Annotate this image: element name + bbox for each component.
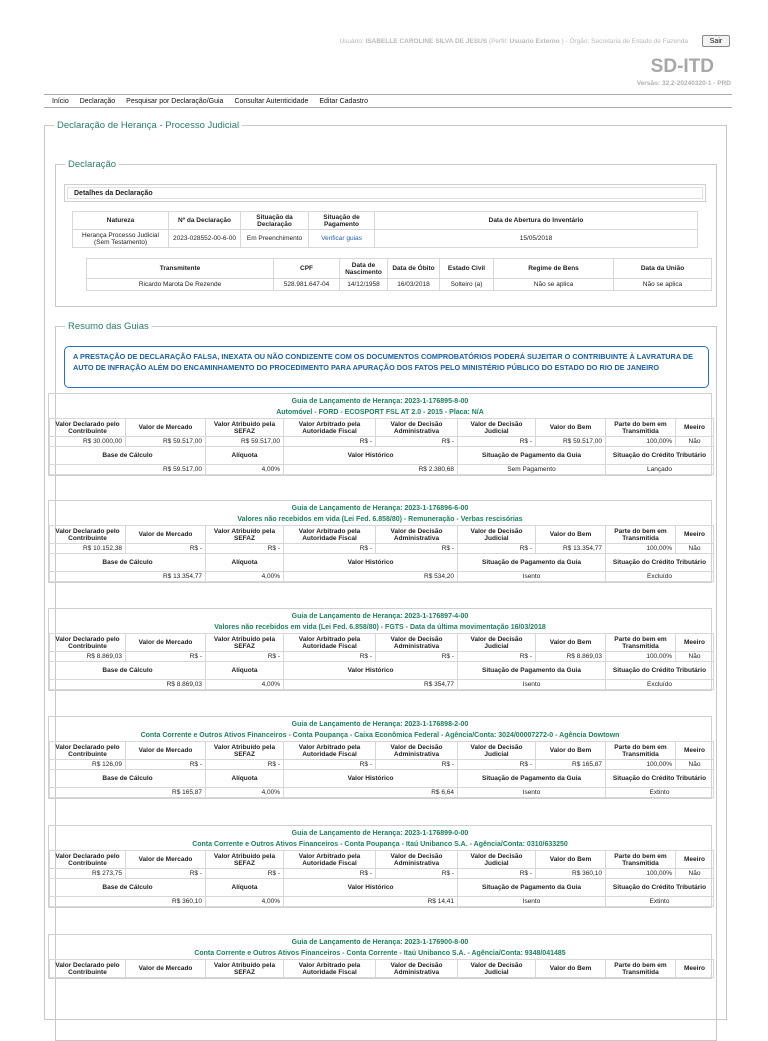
guia-situacao-credito: Extinto bbox=[606, 788, 714, 798]
user-name: ISABELLE CAROLINE SILVA DE JESUS bbox=[365, 38, 488, 45]
guia-col-header: Situação de Pagamento da Guia bbox=[458, 554, 606, 572]
guia-base-calculo: R$ 360,10 bbox=[50, 897, 206, 907]
guia-col-header: Valor de Mercado bbox=[126, 851, 206, 869]
guia-situacao-credito: Lançado bbox=[606, 465, 714, 475]
guia-value: R$ - bbox=[126, 760, 206, 770]
guia-value: R$ - bbox=[284, 652, 376, 662]
guia-col-header: Situação de Pagamento da Guia bbox=[458, 770, 606, 788]
guia-valor-historico: R$ 6,64 bbox=[284, 788, 458, 798]
menu-item-consultar-autenticidade[interactable]: Consultar Autenticidade bbox=[234, 97, 309, 105]
guia-table bbox=[49, 850, 714, 907]
declaracao-table bbox=[72, 211, 698, 248]
guia-col-header: Valor Atribuído pela SEFAZ bbox=[206, 419, 284, 437]
guia-col-header: Valor de Mercado bbox=[126, 634, 206, 652]
guia-value: R$ - bbox=[458, 544, 536, 554]
guia-aliquota: 4,00% bbox=[206, 897, 284, 907]
col-numero: Nº da Declaração bbox=[169, 212, 241, 230]
guia-col-header: Valor de Decisão Administrativa bbox=[376, 742, 458, 760]
guia-col-header: Valor do Bem bbox=[536, 526, 606, 544]
warning-alert: A PRESTAÇÃO DE DECLARAÇÃO FALSA, INEXATA OU NÃO CONDIZENTE COM OS DOCUMENTOS COMPROBATÓRIOS PODERÁ SUJEITAR O CONTRIBUINTE À LAVRATURA DE AUTO DE INFRAÇÃO ALÉM DO ENCAMINHAMENTO DO PROCEDIMENTO PARA APURAÇÃO DOS FATOS PELO MINISTÉRIO PÚBLICO DO ESTADO DO RIO DE JANEIRO bbox=[64, 346, 709, 388]
guia-col-header: Valor Arbitrado pela Autoridade Fiscal bbox=[284, 851, 376, 869]
guia-col-header: Meeiro bbox=[676, 634, 714, 652]
guia-col-header: Valor Histórico bbox=[284, 662, 458, 680]
guia-value: R$ - bbox=[458, 437, 536, 447]
guia-aliquota: 4,00% bbox=[206, 572, 284, 582]
guia-col-header: Valor de Decisão Judicial bbox=[458, 960, 536, 978]
col-transmitente: Transmitente bbox=[87, 259, 274, 279]
guia-value: R$ 13.354,77 bbox=[536, 544, 606, 554]
col-data-abertura: Data de Abertura do Inventário bbox=[375, 212, 698, 230]
guia-col-header: Valor de Mercado bbox=[126, 419, 206, 437]
guia-col-header: Alíquota bbox=[206, 554, 284, 572]
logout-button[interactable]: Sair bbox=[702, 35, 730, 47]
guia-col-header: Valor Histórico bbox=[284, 770, 458, 788]
guia-block bbox=[48, 825, 712, 908]
guia-value: R$ - bbox=[458, 652, 536, 662]
guia-col-header: Parte do bem em Transmitida bbox=[606, 419, 676, 437]
guia-col-header: Valor Declarado pelo Contribuinte bbox=[50, 634, 126, 652]
guia-value: 100,00% bbox=[606, 760, 676, 770]
guia-col-header: Valor Arbitrado pela Autoridade Fiscal bbox=[284, 526, 376, 544]
guia-base-calculo: R$ 8.869,03 bbox=[50, 680, 206, 690]
app-version: Versão: 32.2-20240320-1 - PRD bbox=[636, 80, 731, 87]
main-menu bbox=[44, 94, 732, 108]
guia-value: R$ - bbox=[126, 652, 206, 662]
transmitente-estado-civil: Solteiro (a) bbox=[440, 279, 494, 291]
guia-situacao-pagamento: Isento bbox=[458, 572, 606, 582]
guia-col-header: Meeiro bbox=[676, 526, 714, 544]
guia-description: Valores não recebidos em vida (Lei Fed. 6.858/80) - Remuneração - Verbas rescisórias bbox=[237, 516, 523, 523]
guia-table bbox=[49, 959, 714, 978]
guia-title: Guia de Lançamento de Herança: 2023-1-176900-8-00 bbox=[291, 939, 469, 946]
guia-value: R$ - bbox=[206, 869, 284, 879]
guia-col-header: Valor de Decisão Administrativa bbox=[376, 526, 458, 544]
guia-aliquota: 4,00% bbox=[206, 465, 284, 475]
data-abertura-value: 15/05/2018 bbox=[375, 230, 698, 248]
guia-col-header: Valor Declarado pelo Contribuinte bbox=[50, 526, 126, 544]
guia-table bbox=[49, 525, 714, 582]
guia-col-header: Base de Cálculo bbox=[50, 662, 206, 680]
guia-description: Automóvel - FORD - ECOSPORT FSL AT 2.0 - 2015 - Placa: N/A bbox=[276, 409, 484, 416]
guia-value: R$ - bbox=[206, 652, 284, 662]
guia-col-header: Situação de Pagamento da Guia bbox=[458, 879, 606, 897]
guia-description: Conta Corrente e Outros Ativos Financeiros - Conta Corrente - Itaú Unibanco S.A. - Agência/Conta: 9348/041485 bbox=[194, 950, 566, 957]
guia-col-header: Alíquota bbox=[206, 770, 284, 788]
guia-value: R$ - bbox=[284, 760, 376, 770]
guia-col-header: Meeiro bbox=[676, 851, 714, 869]
guia-col-header: Valor do Bem bbox=[536, 634, 606, 652]
guia-value: R$ - bbox=[206, 544, 284, 554]
guia-col-header: Valor Histórico bbox=[284, 554, 458, 572]
guia-col-header: Valor de Decisão Judicial bbox=[458, 634, 536, 652]
guia-value: R$ - bbox=[458, 760, 536, 770]
menu-item-pesquisar[interactable]: Pesquisar por Declaração/Guia bbox=[126, 97, 224, 105]
guia-header bbox=[49, 826, 711, 850]
guia-col-header: Base de Cálculo bbox=[50, 770, 206, 788]
guia-value: R$ - bbox=[376, 437, 458, 447]
guia-col-header: Alíquota bbox=[206, 447, 284, 465]
guia-col-header: Valor do Bem bbox=[536, 419, 606, 437]
guia-table bbox=[49, 633, 714, 690]
guia-col-header: Valor Histórico bbox=[284, 879, 458, 897]
guia-value: R$ - bbox=[126, 869, 206, 879]
detalhes-box bbox=[64, 184, 706, 202]
guia-col-header: Valor Histórico bbox=[284, 447, 458, 465]
guia-base-calculo: R$ 165,87 bbox=[50, 788, 206, 798]
guia-header bbox=[49, 394, 711, 418]
guia-col-header: Valor Atribuído pela SEFAZ bbox=[206, 742, 284, 760]
guia-base-calculo: R$ 59.517,00 bbox=[50, 465, 206, 475]
guia-col-header: Valor Declarado pelo Contribuinte bbox=[50, 851, 126, 869]
guia-block bbox=[48, 934, 712, 979]
guia-table bbox=[49, 741, 714, 798]
guia-situacao-pagamento: Sem Pagamento bbox=[458, 465, 606, 475]
guia-col-header: Valor do Bem bbox=[536, 960, 606, 978]
guia-value: R$ 126,09 bbox=[50, 760, 126, 770]
guia-col-header: Valor de Decisão Judicial bbox=[458, 526, 536, 544]
col-cpf: CPF bbox=[274, 259, 340, 279]
guia-title: Guia de Lançamento de Herança: 2023-1-176899-0-00 bbox=[291, 830, 469, 837]
guia-description: Conta Corrente e Outros Ativos Financeiros - Conta Poupança - Caixa Econômica Federal - Agência/Conta: 3024/00007272-0 - Agência Dowtown bbox=[140, 732, 620, 739]
guia-col-header: Valor Arbitrado pela Autoridade Fiscal bbox=[284, 634, 376, 652]
top-bar bbox=[0, 0, 768, 105]
col-obito: Data de Óbito bbox=[388, 259, 440, 279]
guia-col-header: Meeiro bbox=[676, 742, 714, 760]
guia-header bbox=[49, 609, 711, 633]
page-title: Declaração de Herança - Processo Judicial bbox=[57, 120, 240, 131]
guia-value: Não bbox=[676, 437, 714, 447]
guia-col-header: Parte do bem em Transmitida bbox=[606, 851, 676, 869]
guia-header bbox=[49, 501, 711, 525]
guia-value: R$ 59.517,00 bbox=[536, 437, 606, 447]
guia-col-header: Valor de Decisão Administrativa bbox=[376, 634, 458, 652]
guia-col-header: Base de Cálculo bbox=[50, 554, 206, 572]
guia-value: 100,00% bbox=[606, 544, 676, 554]
guia-value: R$ - bbox=[376, 869, 458, 879]
col-estado-civil: Estado Civil bbox=[440, 259, 494, 279]
guia-title: Guia de Lançamento de Herança: 2023-1-176897-4-00 bbox=[291, 613, 469, 620]
transmitente-regime: Não se aplica bbox=[494, 279, 614, 291]
guia-col-header: Meeiro bbox=[676, 419, 714, 437]
guia-col-header: Valor Declarado pelo Contribuinte bbox=[50, 742, 126, 760]
guia-value: R$ 165,87 bbox=[536, 760, 606, 770]
guia-col-header: Valor Declarado pelo Contribuinte bbox=[50, 419, 126, 437]
guia-aliquota: 4,00% bbox=[206, 788, 284, 798]
transmitente-table bbox=[86, 258, 712, 291]
guia-valor-historico: R$ 534,20 bbox=[284, 572, 458, 582]
guia-value: R$ - bbox=[284, 437, 376, 447]
guia-title: Guia de Lançamento de Herança: 2023-1-176895-8-00 bbox=[291, 398, 469, 405]
menu-item-editar-cadastro[interactable]: Editar Cadastro bbox=[319, 97, 369, 105]
guia-situacao-pagamento: Isento bbox=[458, 788, 606, 798]
guia-value: Não bbox=[676, 652, 714, 662]
guia-col-header: Situação do Crédito Tributário bbox=[606, 447, 714, 465]
guia-col-header: Parte do bem em Transmitida bbox=[606, 960, 676, 978]
guia-col-header: Situação do Crédito Tributário bbox=[606, 662, 714, 680]
guia-situacao-pagamento: Isento bbox=[458, 680, 606, 690]
guia-col-header: Valor de Mercado bbox=[126, 742, 206, 760]
col-uniao: Data da União bbox=[614, 259, 712, 279]
guia-situacao-credito: Extinto bbox=[606, 897, 714, 907]
guia-col-header: Valor de Decisão Judicial bbox=[458, 742, 536, 760]
guia-description: Conta Corrente e Outros Ativos Financeiros - Conta Poupança - Itaú Unibanco S.A. - Agência/Conta: 0310/633250 bbox=[192, 841, 568, 848]
guia-col-header: Valor de Decisão Judicial bbox=[458, 419, 536, 437]
transmitente-obito: 16/03/2018 bbox=[388, 279, 440, 291]
guia-valor-historico: R$ 354,77 bbox=[284, 680, 458, 690]
guia-col-header: Valor Atribuído pela SEFAZ bbox=[206, 634, 284, 652]
col-nascimento: Data de Nascimento bbox=[340, 259, 388, 279]
guia-base-calculo: R$ 13.354,77 bbox=[50, 572, 206, 582]
guia-col-header: Valor Declarado pelo Contribuinte bbox=[50, 960, 126, 978]
guia-block bbox=[48, 500, 712, 583]
guia-value: R$ - bbox=[284, 869, 376, 879]
guia-value: R$ - bbox=[376, 652, 458, 662]
guia-value: R$ - bbox=[126, 544, 206, 554]
col-natureza: Natureza bbox=[73, 212, 169, 230]
guia-value: R$ 10.152,38 bbox=[50, 544, 126, 554]
user-info: Usuário: ISABELLE CAROLINE SILVA DE JESUS (Perfil: Usuário Externo ) - Órgão: Secretaria de Estado de Fazenda bbox=[339, 38, 688, 45]
guia-aliquota: 4,00% bbox=[206, 680, 284, 690]
guia-col-header: Meeiro bbox=[676, 960, 714, 978]
guia-col-header: Parte do bem em Transmitida bbox=[606, 634, 676, 652]
guia-block bbox=[48, 393, 712, 476]
guia-col-header: Parte do bem em Transmitida bbox=[606, 526, 676, 544]
guia-col-header: Valor de Decisão Judicial bbox=[458, 851, 536, 869]
guia-col-header: Valor de Decisão Administrativa bbox=[376, 851, 458, 869]
resumo-legend: Resumo das Guias bbox=[68, 321, 149, 332]
guia-situacao-credito: Excluído bbox=[606, 680, 714, 690]
guia-block bbox=[48, 716, 712, 799]
guia-col-header: Base de Cálculo bbox=[50, 447, 206, 465]
guia-value: R$ 273,75 bbox=[50, 869, 126, 879]
guia-col-header: Valor Arbitrado pela Autoridade Fiscal bbox=[284, 419, 376, 437]
guia-value: Não bbox=[676, 760, 714, 770]
transmitente-nome: Ricardo Marota De Rezende bbox=[87, 279, 274, 291]
guia-valor-historico: R$ 14,41 bbox=[284, 897, 458, 907]
guia-col-header: Situação de Pagamento da Guia bbox=[458, 662, 606, 680]
guia-col-header: Situação do Crédito Tributário bbox=[606, 879, 714, 897]
col-regime: Regime de Bens bbox=[494, 259, 614, 279]
natureza-value: Herança Processo Judicial (Sem Testamento) bbox=[73, 230, 169, 248]
guia-col-header: Valor Arbitrado pela Autoridade Fiscal bbox=[284, 742, 376, 760]
guia-value: R$ - bbox=[376, 544, 458, 554]
detalhes-title: Detalhes da Declaração bbox=[67, 187, 703, 199]
guia-value: R$ 59.517,00 bbox=[126, 437, 206, 447]
numero-value: 2023-028552-00-6-00 bbox=[169, 230, 241, 248]
guia-value: R$ 59.517,00 bbox=[206, 437, 284, 447]
menu-item-inicio[interactable]: Início bbox=[52, 97, 69, 105]
guia-value: Não bbox=[676, 869, 714, 879]
guia-title: Guia de Lançamento de Herança: 2023-1-176896-6-00 bbox=[291, 505, 469, 512]
guia-title: Guia de Lançamento de Herança: 2023-1-176898-2-00 bbox=[291, 721, 469, 728]
declaracao-legend: Declaração bbox=[68, 159, 117, 170]
guia-col-header: Valor de Decisão Administrativa bbox=[376, 419, 458, 437]
guia-header bbox=[49, 935, 711, 959]
guia-value: R$ - bbox=[376, 760, 458, 770]
user-profile: Usuário Externo bbox=[509, 38, 560, 45]
transmitente-nascimento: 14/12/1958 bbox=[340, 279, 388, 291]
transmitente-uniao: Não se aplica bbox=[614, 279, 712, 291]
guia-col-header: Base de Cálculo bbox=[50, 879, 206, 897]
guia-col-header: Valor de Decisão Administrativa bbox=[376, 960, 458, 978]
guia-col-header: Valor de Mercado bbox=[126, 960, 206, 978]
guia-col-header: Valor do Bem bbox=[536, 742, 606, 760]
guia-header bbox=[49, 717, 711, 741]
menu-item-declaracao[interactable]: Declaração bbox=[79, 97, 116, 105]
guia-col-header: Valor Atribuído pela SEFAZ bbox=[206, 851, 284, 869]
guia-value: R$ 30.000,00 bbox=[50, 437, 126, 447]
guia-value: Não bbox=[676, 544, 714, 554]
guia-col-header: Parte do bem em Transmitida bbox=[606, 742, 676, 760]
guia-col-header: Valor Atribuído pela SEFAZ bbox=[206, 526, 284, 544]
guia-value: 100,00% bbox=[606, 437, 676, 447]
guia-value: R$ - bbox=[458, 869, 536, 879]
situacao-value: Em Preenchimento bbox=[241, 230, 309, 248]
transmitente-cpf: 528.981.647-04 bbox=[274, 279, 340, 291]
guia-value: R$ - bbox=[206, 760, 284, 770]
declaracao-panel bbox=[55, 159, 717, 307]
guia-col-header: Situação do Crédito Tributário bbox=[606, 554, 714, 572]
guia-col-header: Valor Arbitrado pela Autoridade Fiscal bbox=[284, 960, 376, 978]
guia-valor-historico: R$ 2.380,68 bbox=[284, 465, 458, 475]
guia-col-header: Valor Atribuído pela SEFAZ bbox=[206, 960, 284, 978]
guia-value: R$ - bbox=[284, 544, 376, 554]
guia-table bbox=[49, 418, 714, 475]
guia-value: R$ 8.869,03 bbox=[50, 652, 126, 662]
guia-col-header: Valor de Mercado bbox=[126, 526, 206, 544]
app-title: SD-ITD bbox=[650, 56, 714, 77]
verificar-guias-link[interactable]: Verificar guias bbox=[309, 230, 375, 248]
guia-description: Valores não recebidos em vida (Lei Fed. 6.858/80) - FGTS - Data da última movimentação 16/03/2018 bbox=[214, 624, 546, 631]
col-situacao: Situação da Declaração bbox=[241, 212, 309, 230]
guia-situacao-credito: Excluído bbox=[606, 572, 714, 582]
guia-value: R$ 360,10 bbox=[536, 869, 606, 879]
guia-situacao-pagamento: Isento bbox=[458, 897, 606, 907]
guia-value: R$ 8.869,03 bbox=[536, 652, 606, 662]
guia-block bbox=[48, 608, 712, 691]
guia-value: 100,00% bbox=[606, 869, 676, 879]
col-pagamento: Situação de Pagamento bbox=[309, 212, 375, 230]
guia-col-header: Valor do Bem bbox=[536, 851, 606, 869]
guia-col-header: Alíquota bbox=[206, 662, 284, 680]
guia-col-header: Alíquota bbox=[206, 879, 284, 897]
guia-value: 100,00% bbox=[606, 652, 676, 662]
guia-col-header: Situação de Pagamento da Guia bbox=[458, 447, 606, 465]
guia-col-header: Situação do Crédito Tributário bbox=[606, 770, 714, 788]
